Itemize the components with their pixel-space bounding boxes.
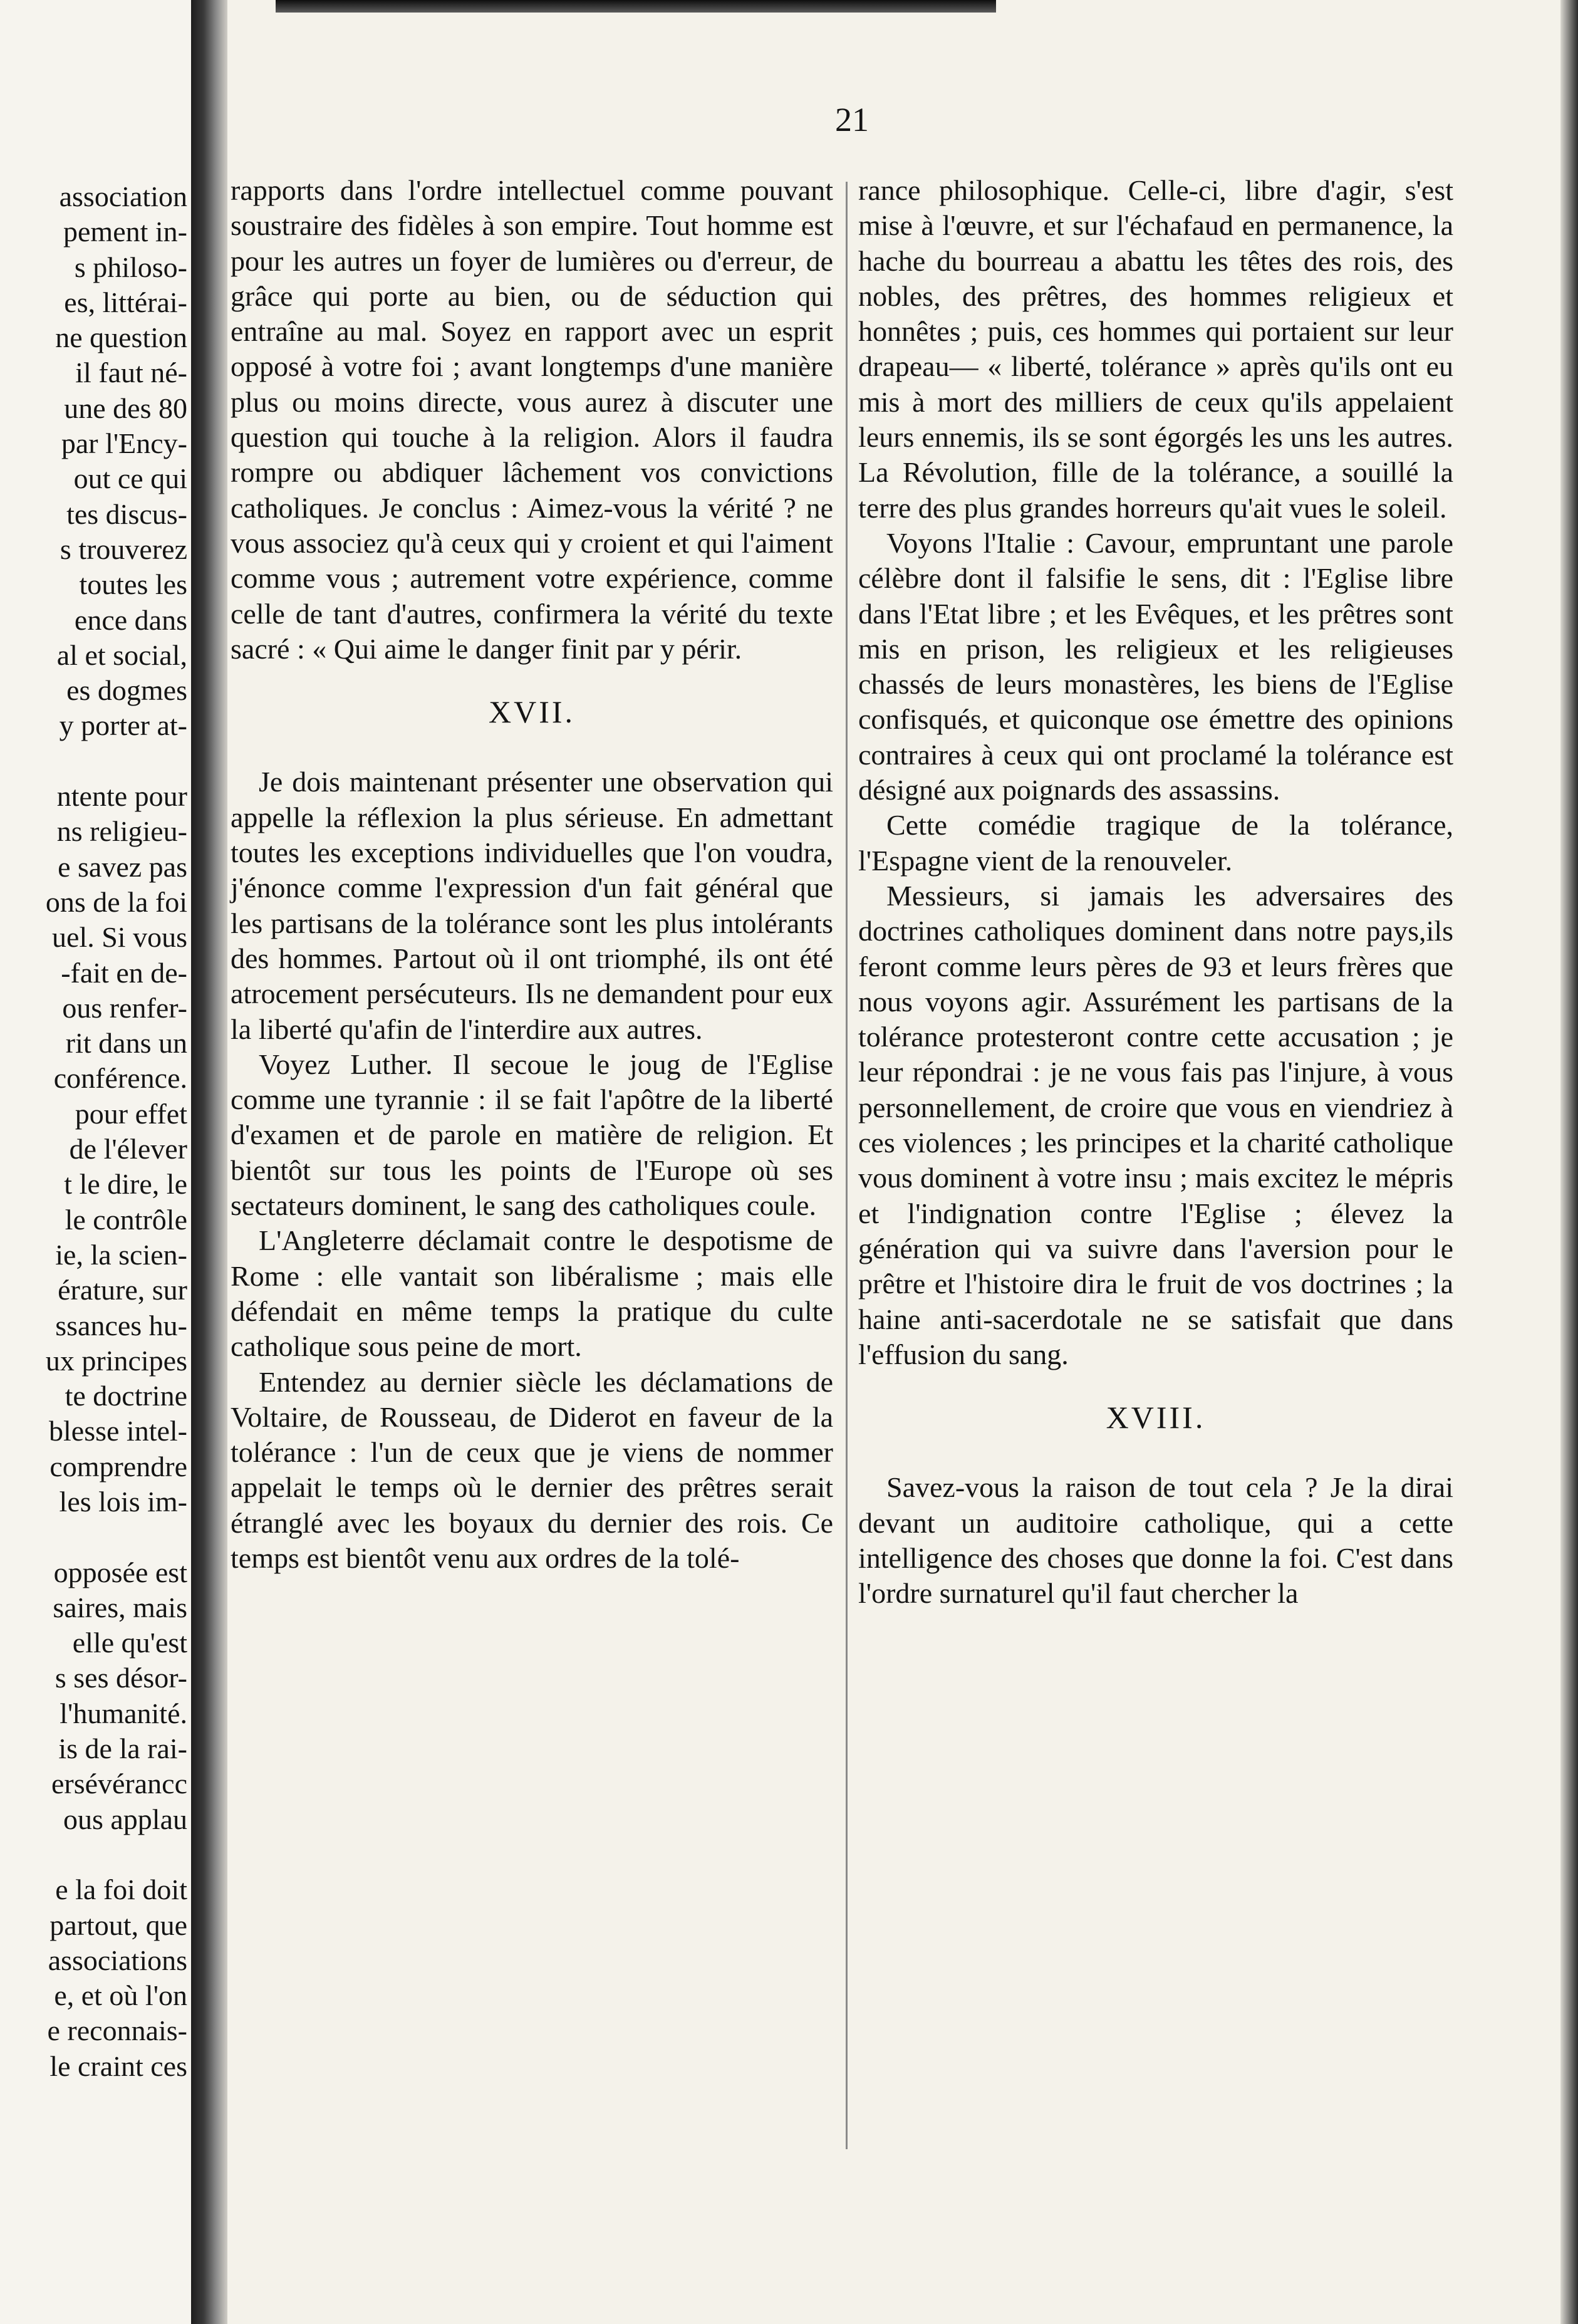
facing-page-line: te doctrine (65, 1380, 187, 1412)
facing-page-line: ersévérancc (51, 1768, 187, 1800)
facing-page-line: y porter at- (59, 709, 187, 742)
facing-page-line: comprendre (49, 1450, 187, 1482)
facing-page-line: elle qu'est (72, 1627, 187, 1659)
facing-page-line: es dogmes (66, 674, 187, 707)
facing-page-line: out ce qui (73, 462, 187, 495)
facing-page-line: t le dire, le (64, 1168, 187, 1201)
facing-page-line: opposée est (53, 1556, 187, 1588)
paragraph: rapports dans l'ordre intellectuel comme pouvant soustraire des fidèles à son empire. Tout homme est pour les autres un foyer de lumières ou d'erreur, de grâce qui porte au bien, ou de séduction qui entraîne au mal. Soyez en rapport avec un esprit opposé à votre foi ; avant longtemps d'une manière plus ou moins directe, vous aurez à discuter une question qui touche à la religion. Alors il faudra rompre ou abdiquer lâchement vos convictions catholiques. Je conclus : Aimez-vous la vérité ? ne vous associez qu'à ceux qui y croient et qui l'aiment comme vous ; autrement votre expérience, comme celle de tant d'autres, confirmera la vérité du texte sacré : « Qui aime le danger finit par y périr. (231, 174, 833, 665)
facing-page-line: e la foi doit (55, 1873, 187, 1906)
facing-page-line: blesse intel- (49, 1415, 187, 1447)
facing-page-line: saires, mais (53, 1591, 187, 1623)
facing-page-line: par l'Ency- (61, 427, 187, 460)
facing-page-line: les lois im- (59, 1485, 187, 1518)
facing-page-line: l'humanité. (60, 1697, 187, 1729)
facing-page-line: érature, sur (58, 1274, 187, 1306)
facing-page-line: uel. Si vous (52, 921, 187, 954)
facing-page-line: ne question (55, 321, 187, 354)
facing-page-line: partout, que (49, 1909, 187, 1941)
paragraph: Voyons l'Italie : Cavour, empruntant une parole célèbre dont il falsifie le sens, dit : l'Eglise libre dans l'Etat libre ; et les Evêques, et les prêtres sont mis en prison, les religieux et les religieuses chassés de leurs monastères, les biens de l'Eglise confisqués, et quiconque ose émettre des opinions contraires à ceux qui ont proclamé la tolérance est désigné aux poignards des assassins. (858, 526, 1453, 806)
facing-page-line: il faut né- (75, 357, 187, 389)
facing-page-line: une des 80 (64, 392, 187, 424)
facing-page-line: pement in- (63, 216, 187, 248)
paragraph: Je dois maintenant présenter une observation qui appelle la réflexion la plus sérieuse. En admettant toutes les exceptions individuelles que l'on voudra, j'énonce comme l'expression d'un fait général que les partisans de la tolérance sont les plus intolérants des hommes. Partout où il ont triomphé, ils ont été atrocement persécuteurs. Ils ne demandent pour eux la liberté qu'afin de l'interdire aux autres. (231, 766, 833, 1045)
facing-page-line: -fait en de- (61, 956, 187, 989)
facing-page-line: conférence. (53, 1062, 187, 1095)
paragraph: Messieurs, si jamais les adversaires des doctrines catholiques dominent dans notre pays,ils feront comme leurs pères de 93 et leurs frères que nous voyons agir. Assurément les partisans de la tolérance protesteront contre cette accusation ; je leur répondrai : je ne vous fais pas l'injure, à vous personnellement, de croire que vous en viendriez à ces violences ; les principes et la charité catholique vous dominent à votre insu ; mais excitez le mépris et l'indignation contre l'Eglise ; élevez la génération qui va suivre dans l'aversion pour le prêtre et l'histoire dira le fruit de vos doctrines ; la haine anti-sacerdotale ne se satisfait que dans l'effusion du sang. (858, 879, 1453, 1370)
facing-page-line (0, 1519, 187, 1555)
facing-page-line: ous applau (63, 1803, 187, 1835)
facing-page-line: tes discus- (66, 498, 187, 530)
facing-page-line: pour effet (75, 1097, 187, 1130)
column-divider (846, 182, 848, 2149)
top-edge-shadow (276, 0, 996, 13)
page-number: 21 (835, 101, 869, 138)
paragraph: L'Angleterre déclamait contre le despotisme de Rome : elle vantait son libéralisme ; mais elle défendait en même temps la pratique du culte catholique sous peine de mort. (231, 1224, 833, 1363)
facing-page-line: de l'élever (69, 1133, 187, 1165)
facing-page-line: associations (48, 1944, 187, 1976)
facing-page-line: e reconnais- (47, 2014, 187, 2047)
facing-page-line: s philoso- (74, 251, 187, 283)
facing-page-line: is de la rai- (58, 1733, 187, 1765)
facing-page-line: ous renfer- (62, 991, 187, 1024)
facing-page-line: al et social, (56, 638, 187, 671)
facing-page-line: association (59, 180, 187, 212)
binding-shadow (191, 0, 227, 2324)
facing-page-margin (0, 0, 191, 2324)
facing-page-line: ssances hu- (55, 1309, 187, 1342)
paragraph: rance philosophique. Celle-ci, libre d'agir, s'est mise à l'œuvre, et sur l'échafaud en permanence, la hache du bourreau a abattu les têtes des rois, des nobles, des prêtres, des hommes religieux et honnêtes ; puis, ces hommes qui portaient sur leur drapeau— « liberté, tolérance » après qu'ils ont eu mis à mort des milliers de ceux qu'ils appelaient leurs ennemis, ils se sont égorgés les uns les autres. La Révolution, fille de la tolérance, a souillé la terre des plus grandes horreurs qu'ait vues le soleil. (858, 174, 1453, 524)
facing-page-line (0, 1837, 187, 1872)
facing-page-text-fragments (0, 179, 187, 2084)
paragraph: Cette comédie tragique de la tolérance, l'Espagne vient de la renouveler. (858, 809, 1453, 877)
paragraph: Voyez Luther. Il secoue le joug de l'Eglise comme une tyrannie : il se fait l'apôtre de la liberté d'examen et de parole en matière de religion. Et bientôt sur tous les points de l'Europe où ses sectateurs dominent, le sang des catholiques coule. (231, 1048, 833, 1222)
facing-page-line: ux principes (45, 1344, 187, 1377)
facing-page-line: toutes les (79, 568, 187, 601)
facing-page-line: ns religieu- (56, 815, 187, 848)
facing-page-line: es, littérai- (64, 286, 187, 318)
facing-page-line: s ses désor- (55, 1662, 187, 1694)
facing-page-line: ence dans (74, 603, 187, 636)
paragraph: Savez-vous la raison de tout cela ? Je la dirai devant un auditoire catholique, qui a cette intelligence des choses que donne la foi. C'est dans l'ordre surnaturel qu'il faut chercher la (858, 1471, 1453, 1610)
paragraph: Entendez au dernier siècle les déclamations de Voltaire, de Rousseau, de Diderot en faveur de la tolérance : l'un de ceux que je viens de nommer appelait le temps où le dernier des prêtres serait étranglé avec les boyaux du dernier des rois. Ce temps est bientôt venu aux ordres de la tolé- (231, 1365, 833, 1574)
facing-page-line: e savez pas (58, 850, 187, 883)
facing-page-line: ntente pour (56, 780, 187, 813)
facing-page-line: rit dans un (65, 1027, 187, 1060)
section-heading-xvii: XVII. (488, 694, 576, 730)
facing-page-line: s trouverez (60, 533, 187, 565)
facing-page-line (0, 744, 187, 779)
facing-page-line: ie, la scien- (55, 1238, 187, 1271)
facing-page-line: ons de la foi (45, 885, 187, 918)
facing-page-line: e, et où l'on (54, 1979, 187, 2012)
section-heading-xviii: XVIII. (1106, 1400, 1206, 1436)
left-column (231, 173, 833, 1576)
right-column (858, 173, 1453, 1612)
facing-page-line: le contrôle (65, 1203, 187, 1236)
right-edge-shadow (1560, 0, 1578, 2324)
facing-page-line: le craint ces (49, 2050, 187, 2082)
